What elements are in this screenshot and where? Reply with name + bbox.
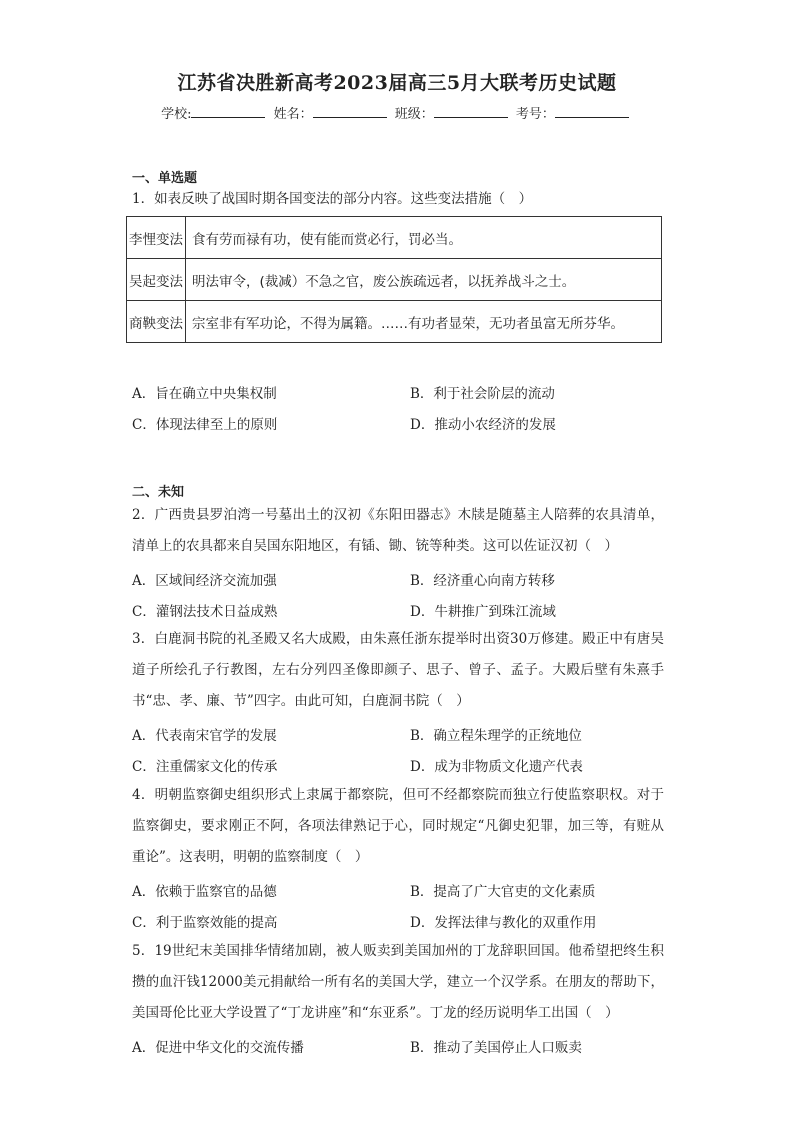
table-cell-reform-name: 商鞅变法 bbox=[127, 301, 186, 343]
class-blank[interactable] bbox=[434, 105, 508, 118]
q3-option-d[interactable]: D．成为非物质文化遗产代表 bbox=[410, 759, 583, 775]
q4-option-c[interactable]: C．利于监察效能的提高 bbox=[132, 915, 278, 931]
name-blank[interactable] bbox=[313, 105, 387, 118]
table-cell-reform-name: 吴起变法 bbox=[127, 259, 186, 301]
q1-option-c[interactable]: C．体现法律至上的原则 bbox=[132, 417, 278, 433]
question-5-stem: 5．19世纪末美国排华情绪加剧，被人贩卖到美国加州的丁龙辞职回国。他希望把终生积攒的血汗钱12000美元捐献给一所有名的美国大学，建立一个汉学系。在朋友的帮助下，美国哥伦比亚大学设置了“丁龙讲座”和“东亚系”。丁龙的经历说明华工出国（ ） bbox=[132, 943, 664, 1021]
q4-option-b[interactable]: B．提高了广大官吏的文化素质 bbox=[410, 884, 596, 900]
table-cell-reform-content: 食有劳而禄有功，使有能而赏必行，罚必当。 bbox=[186, 217, 662, 259]
exam-title: 江苏省决胜新高考2023届高三5月大联考历史试题 bbox=[177, 72, 617, 94]
question-4-stem: 4．明朝监察御史组织形式上隶属于都察院，但可不经都察院而独立行使监察职权。对于监察御史，要求刚正不阿，各项法律熟记于心，同时规定“凡御史犯罪，加三等，有赃从重论”。这表明，明朝的监察制度（ ） bbox=[132, 787, 664, 865]
question-1-stem: 1．如表反映了战国时期各国变法的部分内容。这些变法措施（ ） bbox=[132, 191, 533, 207]
q3-option-c[interactable]: C．注重儒家文化的传承 bbox=[132, 759, 278, 775]
q4-option-a[interactable]: A．依赖于监察官的品德 bbox=[132, 884, 277, 900]
name-label: 姓名： bbox=[273, 107, 313, 122]
q5-option-b[interactable]: B．推动了美国停止人口贩卖 bbox=[410, 1040, 582, 1056]
q2-option-b[interactable]: B．经济重心向南方转移 bbox=[410, 573, 555, 589]
reform-table bbox=[126, 216, 662, 343]
student-info-line bbox=[0, 103, 794, 122]
school-blank[interactable] bbox=[191, 105, 265, 118]
q1-option-a[interactable]: A．旨在确立中央集权制 bbox=[132, 386, 277, 402]
q2-option-a[interactable]: A．区域间经济交流加强 bbox=[132, 573, 277, 589]
q3-option-b[interactable]: B．确立程朱理学的正统地位 bbox=[410, 728, 582, 744]
section-heading-unknown: 二、未知 bbox=[132, 485, 185, 500]
id-blank[interactable] bbox=[555, 105, 629, 118]
school-label: 学校: bbox=[161, 107, 192, 122]
table-row bbox=[127, 217, 662, 259]
q1-option-d[interactable]: D．推动小农经济的发展 bbox=[410, 417, 556, 433]
q5-option-a[interactable]: A．促进中华文化的交流传播 bbox=[132, 1040, 304, 1056]
section-heading-single-choice: 一、单选题 bbox=[132, 171, 198, 186]
table-row bbox=[127, 301, 662, 343]
q4-option-d[interactable]: D．发挥法律与教化的双重作用 bbox=[410, 915, 597, 931]
table-cell-reform-content: 宗室非有军功论，不得为属籍。……有功者显荣，无功者虽富无所芬华。 bbox=[186, 301, 662, 343]
question-2-stem: 2．广西贵县罗泊湾一号墓出土的汉初《东阳田器志》木牍是随墓主人陪葬的农具清单，清单上的农具都来自吴国东阳地区，有锸、锄、铳等种类。这可以佐证汉初（ ） bbox=[132, 507, 664, 554]
table-cell-reform-name: 李悝变法 bbox=[127, 217, 186, 259]
id-label: 考号： bbox=[515, 107, 555, 122]
q2-option-c[interactable]: C．灌钢法技术日益成熟 bbox=[132, 604, 278, 620]
table-cell-reform-content: 明法审令，(裁减）不急之官，废公族疏远者，以抚养战斗之士。 bbox=[186, 259, 662, 301]
q1-option-b[interactable]: B．利于社会阶层的流动 bbox=[410, 386, 555, 402]
table-row bbox=[127, 259, 662, 301]
q3-option-a[interactable]: A．代表南宋官学的发展 bbox=[132, 728, 277, 744]
class-label: 班级： bbox=[394, 107, 434, 122]
q2-option-d[interactable]: D．牛耕推广到珠江流域 bbox=[410, 604, 556, 620]
question-3-stem: 3．白鹿洞书院的礼圣殿又名大成殿，由朱熹任浙东提举时出资30万修建。殿正中有唐吴道子所绘孔子行教图，左右分列四圣像即颜子、思子、曾子、孟子。大殿后壁有朱熹手书“忠、孝、廉、节”四字。由此可知，白鹿洞书院（ ） bbox=[132, 631, 664, 709]
